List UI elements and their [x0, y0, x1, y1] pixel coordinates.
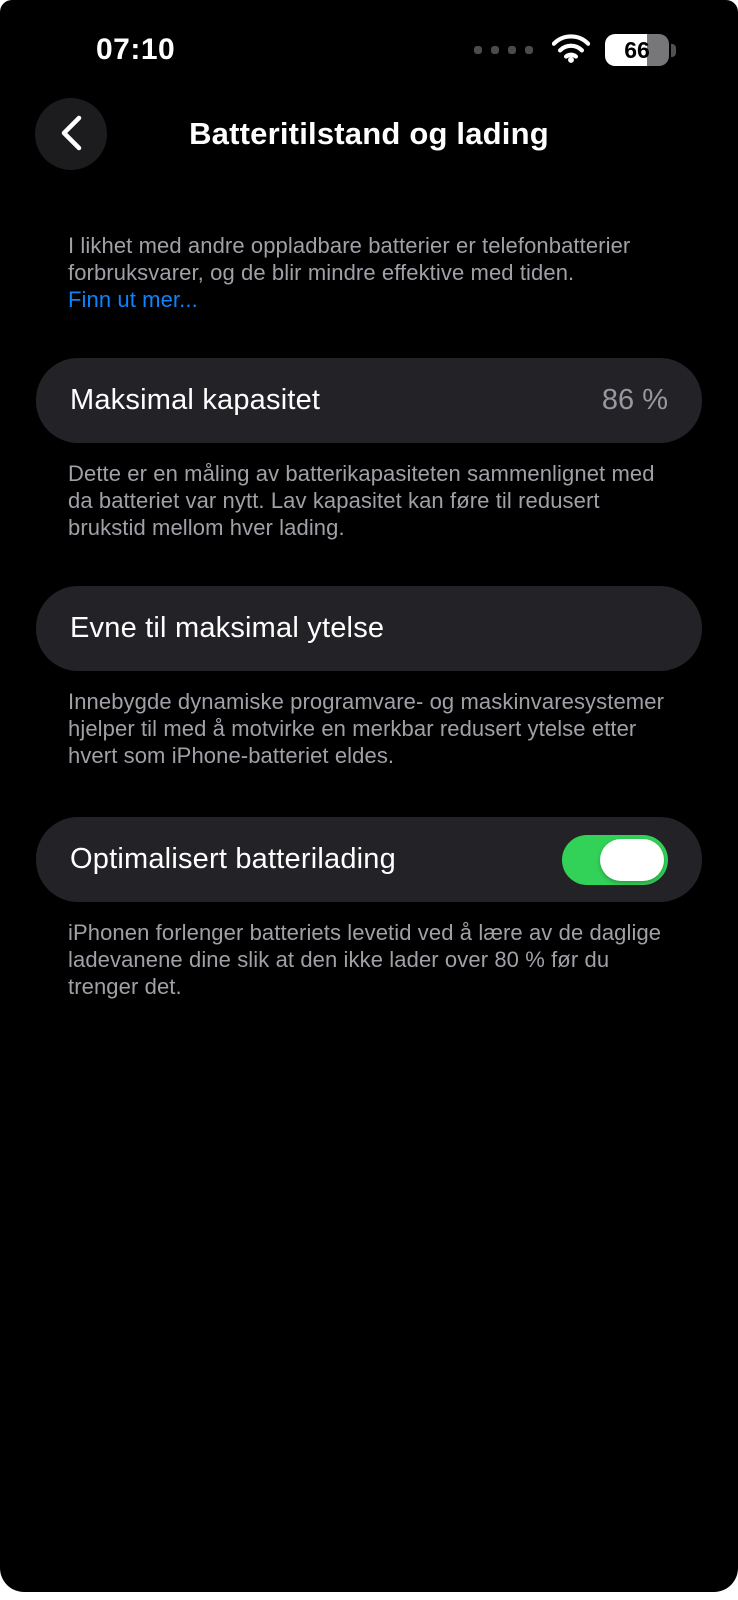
status-time: 07:10 [96, 33, 176, 66]
row-label: Maksimal kapasitet [70, 384, 321, 416]
status-bar [96, 30, 676, 70]
wifi-icon [552, 33, 590, 68]
intro-paragraph [36, 232, 702, 313]
optimized-charging-footer: iPhonen forlenger batteriets levetid ved å lære av de daglige ladevanene dine slik at den ikke lader over 80 % før du trenger det. [68, 920, 662, 999]
optimized-charging-toggle[interactable] [562, 835, 668, 885]
row-optimized-charging [36, 817, 702, 902]
row-maximum-capacity [36, 358, 702, 443]
capacity-footer: Dette er en måling av batterikapasiteten sammenlignet med da batteriet var nytt. Lav kapasitet kan føre til redusert brukstid mellom hver lading. [68, 461, 655, 540]
row-label: Evne til maksimal ytelse [70, 612, 385, 644]
battery-icon [605, 34, 676, 66]
page-title: Batteritilstand og lading [189, 116, 549, 151]
toggle-knob [600, 839, 664, 881]
capacity-value: 86 % [601, 384, 668, 416]
intro-text: I likhet med andre oppladbare batterier er telefonbatterier forbruksvarer, og de blir mindre effektive med tiden. [68, 233, 631, 285]
status-icons [474, 33, 676, 68]
cellular-signal-icon [474, 46, 533, 54]
navigation-bar [0, 98, 738, 170]
learn-more-link[interactable]: Finn ut mer... [68, 287, 198, 312]
page-content [0, 232, 738, 1000]
row-peak-performance[interactable] [36, 586, 702, 671]
peak-performance-footer: Innebygde dynamiske programvare- og maskinvaresystemer hjelper til med å motvirke en merkbar redusert ytelse etter hvert som iPhone-batteriet eldes. [68, 689, 664, 768]
battery-percent: 66 [624, 36, 650, 63]
row-label: Optimalisert batterilading [70, 843, 396, 875]
